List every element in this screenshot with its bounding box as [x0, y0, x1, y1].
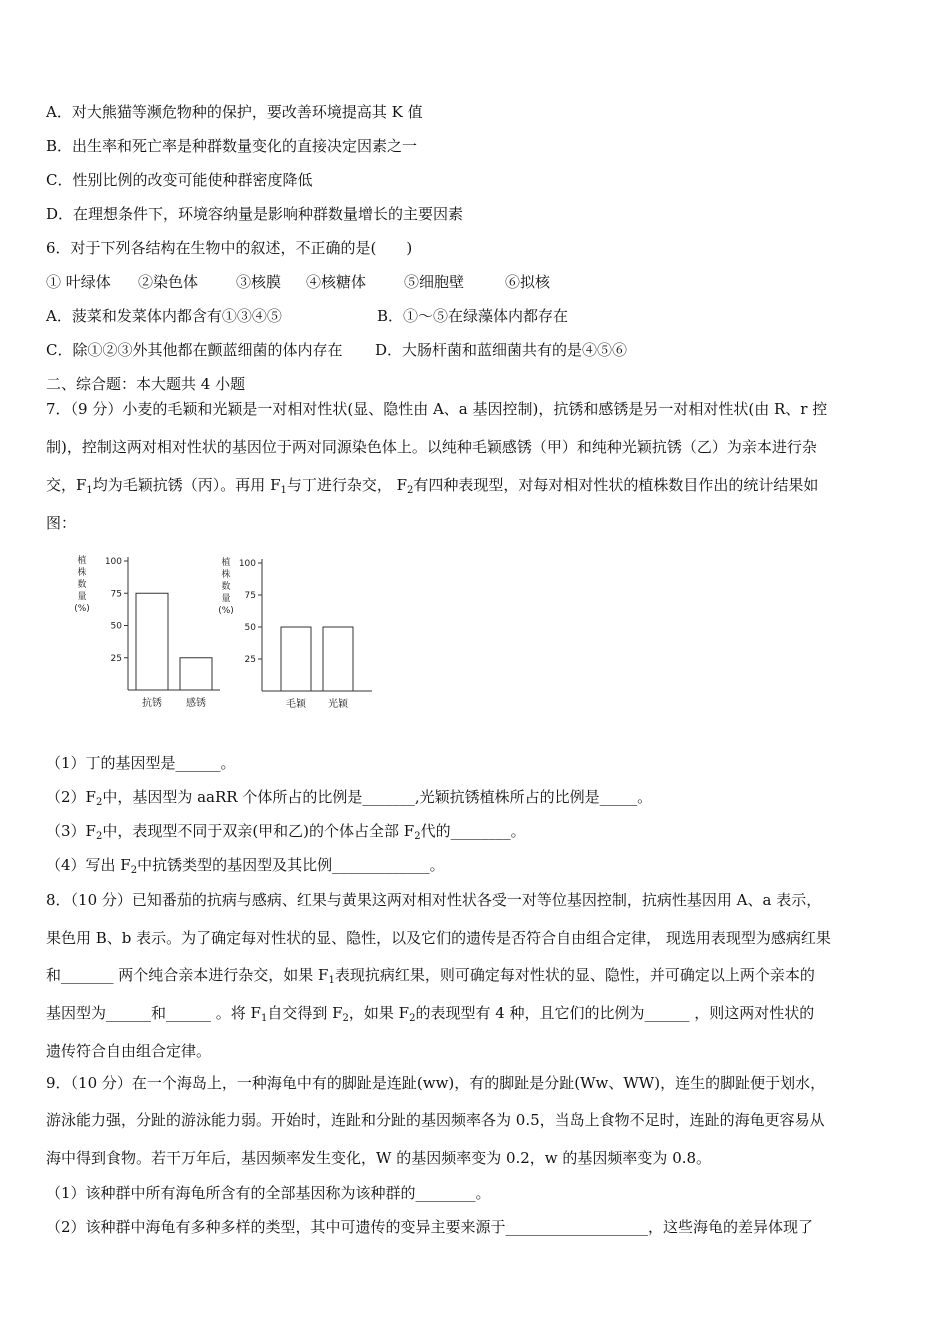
q7-line-2: 制)，控制这两对相对性状的基因位于两对同源染色体上。以纯种毛颖感锈（甲）和纯种光颖抗锈（乙）为亲本进行杂 [46, 438, 817, 456]
q7-sub-1: （1）丁的基因型是______。 [46, 754, 236, 772]
glume-y-axis-label: (%) [218, 606, 234, 616]
glume-y-tick-label: 100 [238, 559, 256, 569]
q5-option-a: A．对大熊猫等濒危物种的保护，要改善环境提高其 K 值 [46, 103, 423, 121]
q6-option-c: C．除①②③外其他都在颤蓝细菌的体内存在 [46, 341, 343, 359]
q9-line-2: 游泳能力强，分趾的游泳能力弱。开始时，连趾和分趾的基因频率各为 0.5，当岛上食物不足时，连趾的海龟更容易从 [46, 1111, 825, 1129]
q8-line-5: 遗传符合自由组合定律。 [46, 1042, 212, 1060]
rust-y-axis-label: (%) [74, 604, 90, 614]
q7-sub-4: （4）写出 $F_2$中抗锈类型的基因型及其比例_____________。 [46, 856, 445, 876]
glume-x-tick-label: 毛颖 [286, 699, 306, 710]
glume-y-axis-label: 量 [221, 594, 231, 604]
rust-y-axis-label: 植 [77, 556, 87, 566]
rust-x-tick-label: 抗锈 [142, 698, 162, 709]
q9-sub-1: （1）该种群中所有海龟所含有的全部基因称为该种群的________。 [46, 1184, 491, 1202]
glume-y-axis-label: 植 [221, 558, 231, 568]
q7-sub-3: $(3)F_2$中，表现型不同于双亲(甲和乙)的个体占全部 $F_2$代的________。 [46, 822, 526, 842]
rust-y-tick-label: 100 [104, 557, 122, 567]
q7-line-1: 7．（9 分）小麦的毛颖和光颖是一对相对性状(显、隐性由 A、a 基因控制)，抗锈和感锈是另一对相对性状(由 R、r 控 [46, 400, 828, 418]
glume-x-tick-label: 光颖 [328, 699, 348, 710]
q9-line-3: 海中得到食物。若干万年后，基因频率发生变化，W 的基因频率变为 0.2，w 的基因频率变为 0.8。 [46, 1149, 712, 1167]
glume-y-axis-label: 数 [221, 582, 231, 592]
q5-option-c: C．性别比例的改变可能使种群密度降低 [46, 171, 313, 189]
glume-bar-2 [323, 627, 353, 691]
q6-item-2: ②染色体 [138, 273, 199, 291]
q7-line-3: 交，$F_1$均为毛颖抗锈（丙）。再用 $F_1$与丁进行杂交， $F_2$有四种表现型，对每对相对性状的植株数目作出的统计结果如 [46, 476, 819, 496]
glume-y-axis-label: 株 [221, 570, 231, 580]
q7-sub-2: $(2)F_2$中，基因型为 aaRR 个体所占的比例是_______,光颖抗锈植株所占的比例是_____。 [46, 788, 653, 808]
glume-y-tick-label: 75 [244, 591, 256, 601]
q8-line-2: 果色用 B、b 表示。为了确定每对性状的显、隐性，以及它们的遗传是否符合自由组合定律， 现选用表现型为感病红果 [46, 929, 831, 947]
rust-y-axis-label: 株 [77, 568, 87, 578]
q8-line-4: 基因型为______和______ 。将 $F_1$自交得到 $F_2$，如果 $F_2$的表现型有 4 种，且它们的比例为______ ，则这两对性状的 [46, 1004, 815, 1024]
rust-y-axis-label: 数 [77, 580, 87, 590]
chart-glume [216, 548, 376, 718]
glume-bar-1 [281, 627, 311, 691]
chart-rust-resistance [60, 548, 230, 718]
q6-option-d: D．大肠杆菌和蓝细菌共有的是④⑤⑥ [375, 341, 628, 359]
chart-glume-svg [216, 548, 376, 718]
q9-line-1: 9．（10 分）在一个海岛上，一种海龟中有的脚趾是连趾(ww)，有的脚趾是分趾(Ww、WW)，连生的脚趾便于划水， [46, 1074, 826, 1092]
q9-sub-2: （2）该种群中海龟有多种多样的类型，其中可遗传的变异主要来源于___________________，这些海龟的差异体现了 [46, 1218, 814, 1236]
q6-option-a: A．菠菜和发菜体内都含有①③④⑤ [46, 307, 282, 325]
rust-x-tick-label: 感锈 [186, 698, 206, 709]
q8-line-1: 8．（10 分）已知番茄的抗病与感病、红果与黄果这两对相对性状各受一对等位基因控制，抗病性基因用 A、a 表示， [46, 891, 822, 909]
rust-bar-1 [136, 593, 168, 690]
q6-item-4: ④核糖体 [306, 273, 367, 291]
q6-item-1: ① 叶绿体 [46, 273, 111, 291]
rust-y-tick-label: 25 [110, 653, 122, 664]
q6-item-5: ⑤细胞壁 [404, 273, 465, 291]
rust-y-axis-label: 量 [77, 592, 87, 602]
q6-option-b: B．①～⑤在绿藻体内都存在 [377, 307, 569, 325]
rust-y-tick-label: 50 [110, 621, 122, 632]
section-heading: 二、综合题：本大题共 4 小题 [46, 375, 246, 393]
q5-option-b: B．出生率和死亡率是种群数量变化的直接决定因素之一 [46, 137, 418, 155]
q6-item-6: ⑥拟核 [505, 273, 551, 291]
q8-line-3: 和_______ 两个纯合亲本进行杂交，如果 $F_1$表现抗病红果，则可确定每对性状的显、隐性，并可确定以上两个亲本的 [46, 966, 815, 986]
rust-bar-2 [180, 658, 212, 690]
q6-item-3: ③核膜 [236, 273, 282, 291]
rust-y-tick-label: 75 [110, 589, 122, 600]
chart-rust-svg [60, 548, 230, 718]
q7-line-4: 图： [46, 514, 77, 532]
q5-option-d: D．在理想条件下，环境容纳量是影响种群数量增长的主要因素 [46, 205, 464, 223]
glume-y-tick-label: 50 [244, 623, 256, 633]
q6-stem: 6．对于下列各结构在生物中的叙述，不正确的是( ) [46, 239, 413, 257]
glume-y-tick-label: 25 [244, 655, 256, 665]
